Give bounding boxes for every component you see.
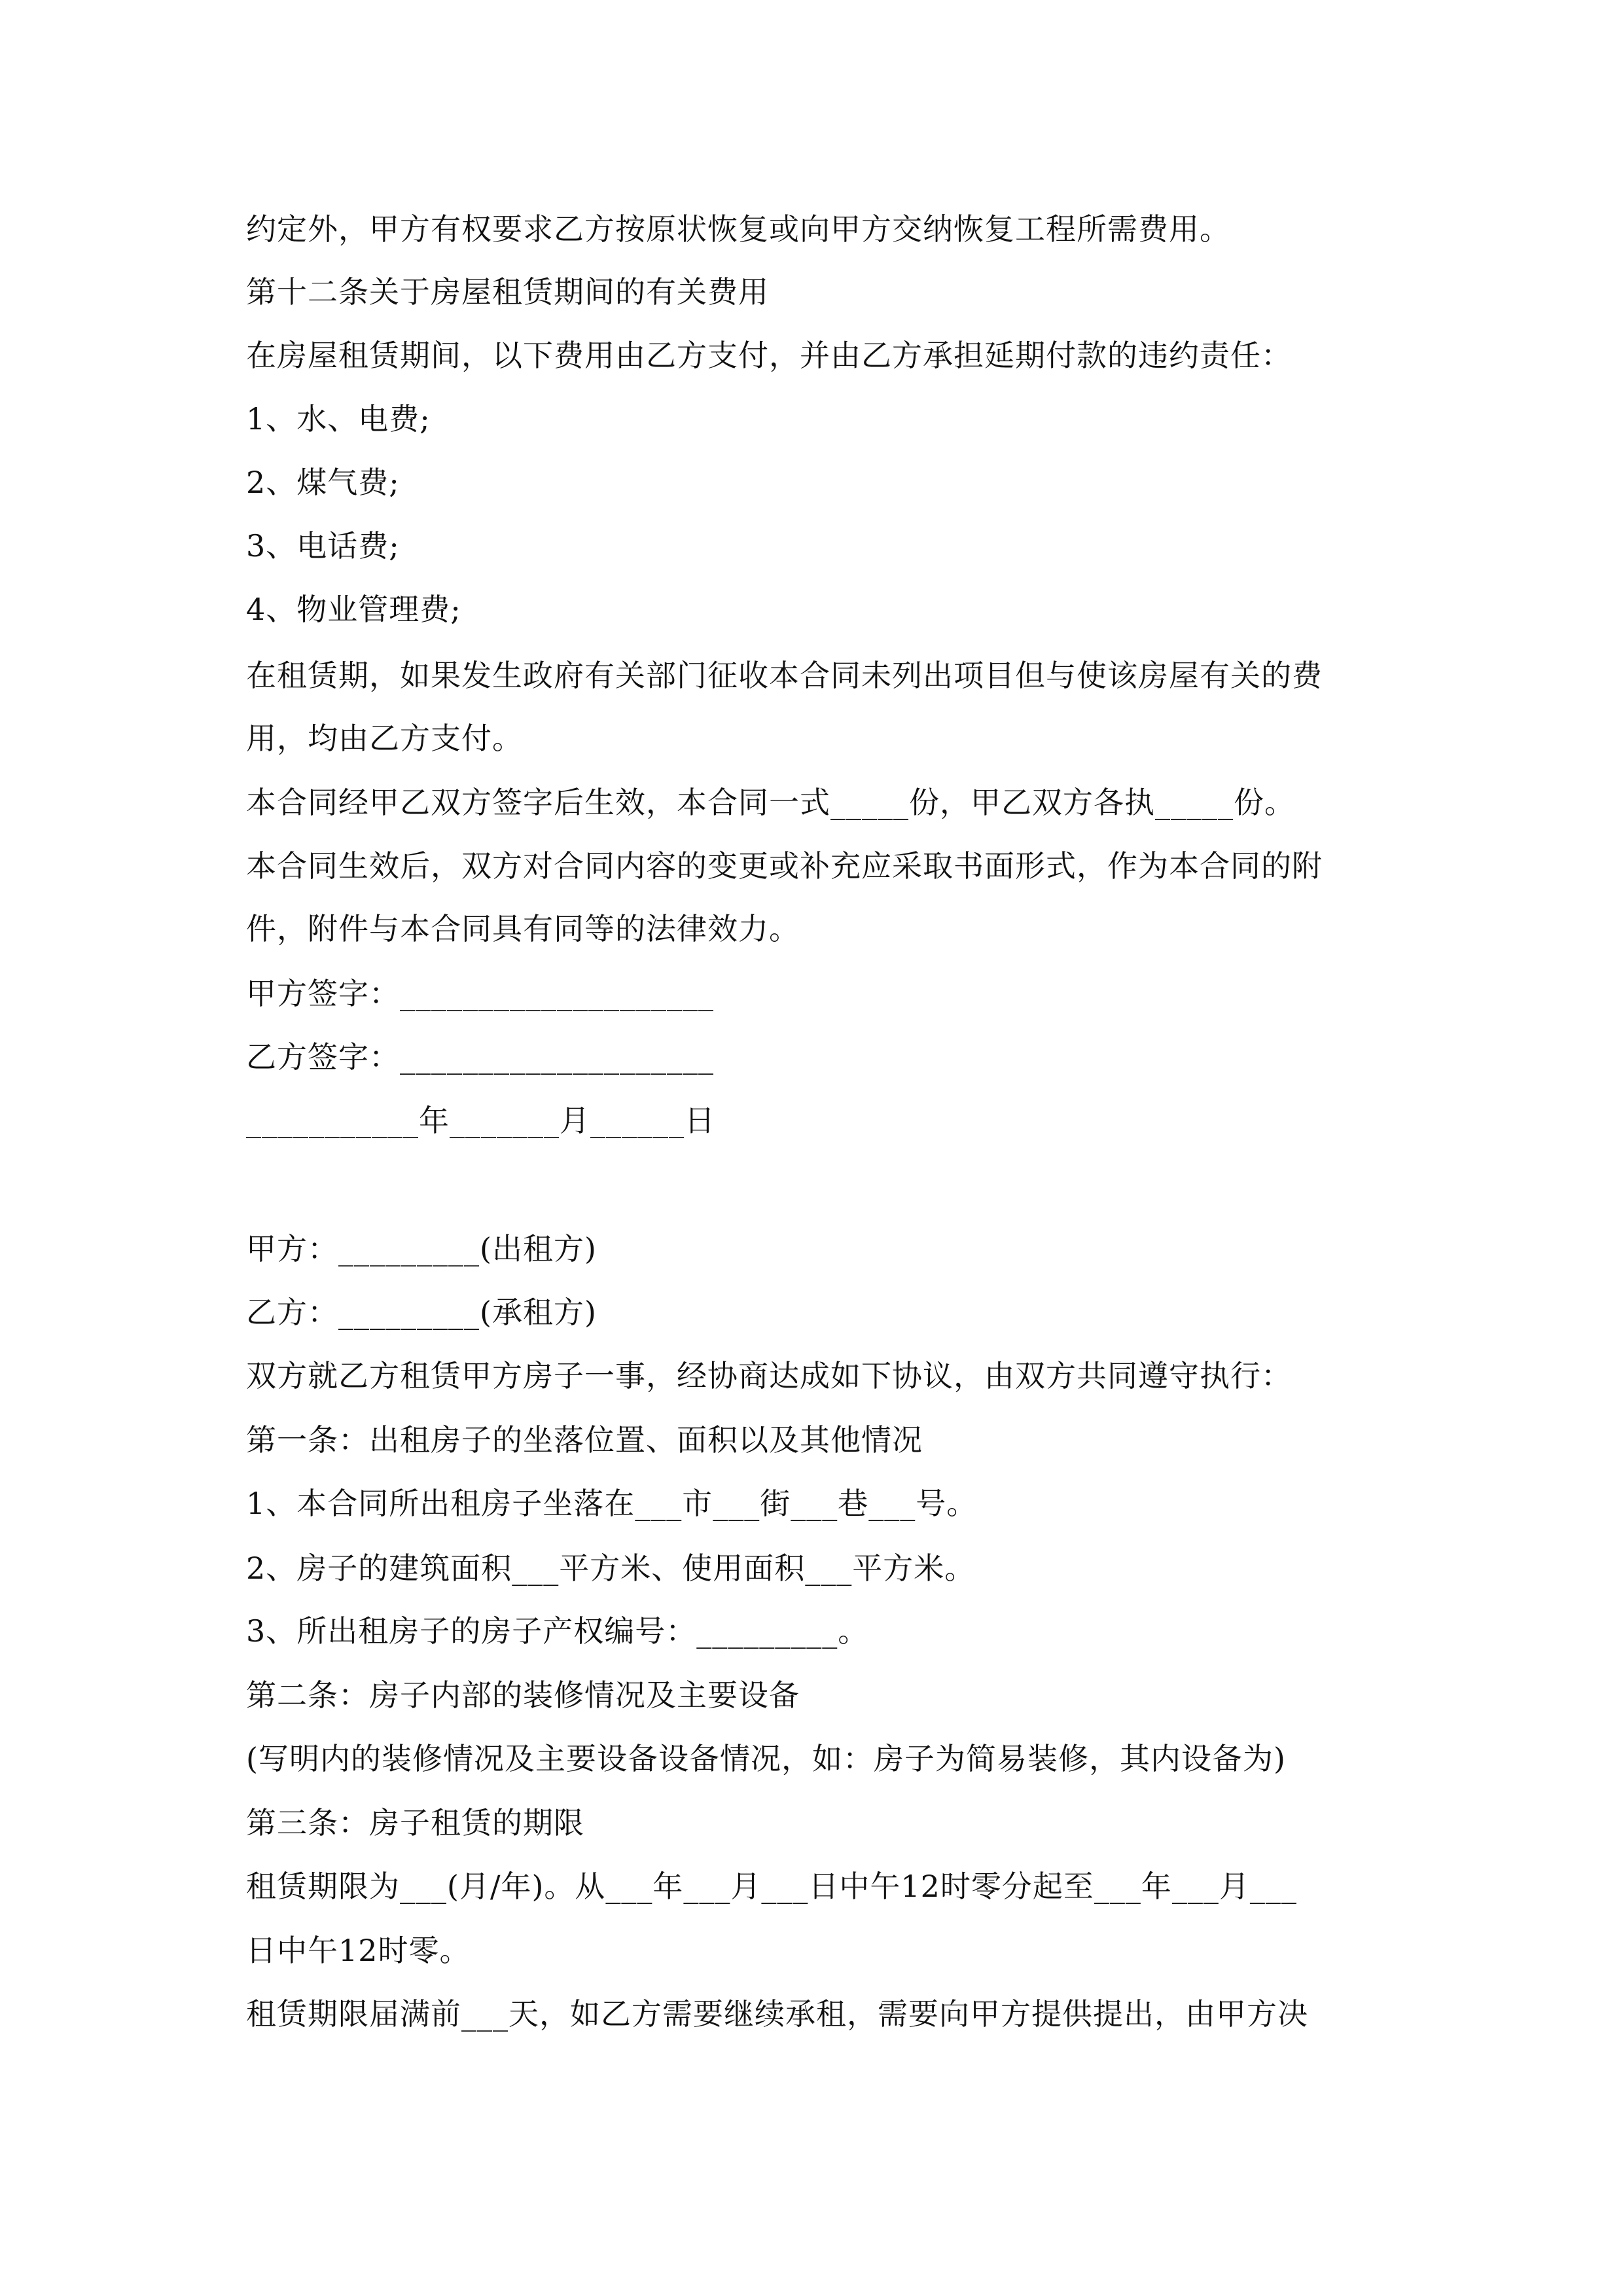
- article-3-heading: 第三条：房子租赁的期限: [246, 1805, 584, 1840]
- lease-term-line-2: 日中午12时零。: [246, 1933, 471, 1968]
- article-2-heading: 第二条：房子内部的装修情况及主要设备: [246, 1677, 800, 1713]
- text-line-8: 在租赁期，如果发生政府有关部门征收本合同未列出项目但与使该房屋有关的费: [246, 658, 1323, 693]
- party-a-lessor: 甲方：_________(出租方): [246, 1231, 597, 1266]
- renewal-clause: 租赁期限届满前___天，如乙方需要继续承租，需要向甲方提供提出，由甲方决: [246, 1996, 1308, 2032]
- copies-clause: 本合同经甲乙双方签字后生效，本合同一式_____份，甲乙双方各执_____份。: [246, 785, 1295, 820]
- fee-item-1: 1、水、电费;: [246, 401, 431, 437]
- text-line-12: 件，附件与本合同具有同等的法律效力。: [246, 911, 800, 946]
- lease-term-line-1: 租赁期限为___(月/年)。从___年___月___日中午12时零分起至___年___月___: [246, 1869, 1297, 1904]
- party-a-signature: 甲方签字：____________________: [246, 976, 714, 1011]
- party-b-lessee: 乙方：_________(承租方): [246, 1295, 597, 1330]
- party-b-signature: 乙方签字：____________________: [246, 1039, 714, 1075]
- agreement-intro: 双方就乙方租赁甲方房子一事，经协商达成如下协议，由双方共同遵守执行：: [246, 1358, 1292, 1393]
- fee-item-3: 3、电话费;: [246, 528, 400, 564]
- text-line-3: 在房屋租赁期间，以下费用由乙方支付，并由乙方承担延期付款的违约责任：: [246, 338, 1292, 373]
- article-1-item-3: 3、所出租房子的房子产权编号：_________。: [246, 1613, 869, 1649]
- article-1-item-2: 2、房子的建筑面积___平方米、使用面积___平方米。: [246, 1551, 976, 1586]
- fee-item-4: 4、物业管理费;: [246, 592, 461, 627]
- signature-date: ___________年_______月______日: [246, 1103, 715, 1138]
- article-1-item-1: 1、本合同所出租房子坐落在___市___街___巷___号。: [246, 1486, 978, 1521]
- text-line-9: 用，均由乙方支付。: [246, 721, 523, 756]
- article-12-heading: 第十二条关于房屋租赁期间的有关费用: [246, 274, 769, 310]
- text-line-11: 本合同生效后，双方对合同内容的变更或补充应采取书面形式，作为本合同的附: [246, 848, 1323, 884]
- article-1-heading: 第一条：出租房子的坐落位置、面积以及其他情况: [246, 1422, 923, 1458]
- text-line-1: 约定外，甲方有权要求乙方按原状恢复或向甲方交纳恢复工程所需费用。: [246, 211, 1230, 247]
- fee-item-2: 2、煤气费;: [246, 465, 400, 500]
- article-2-note: (写明内的装修情况及主要设备设备情况，如：房子为简易装修，其内设备为): [246, 1741, 1286, 1776]
